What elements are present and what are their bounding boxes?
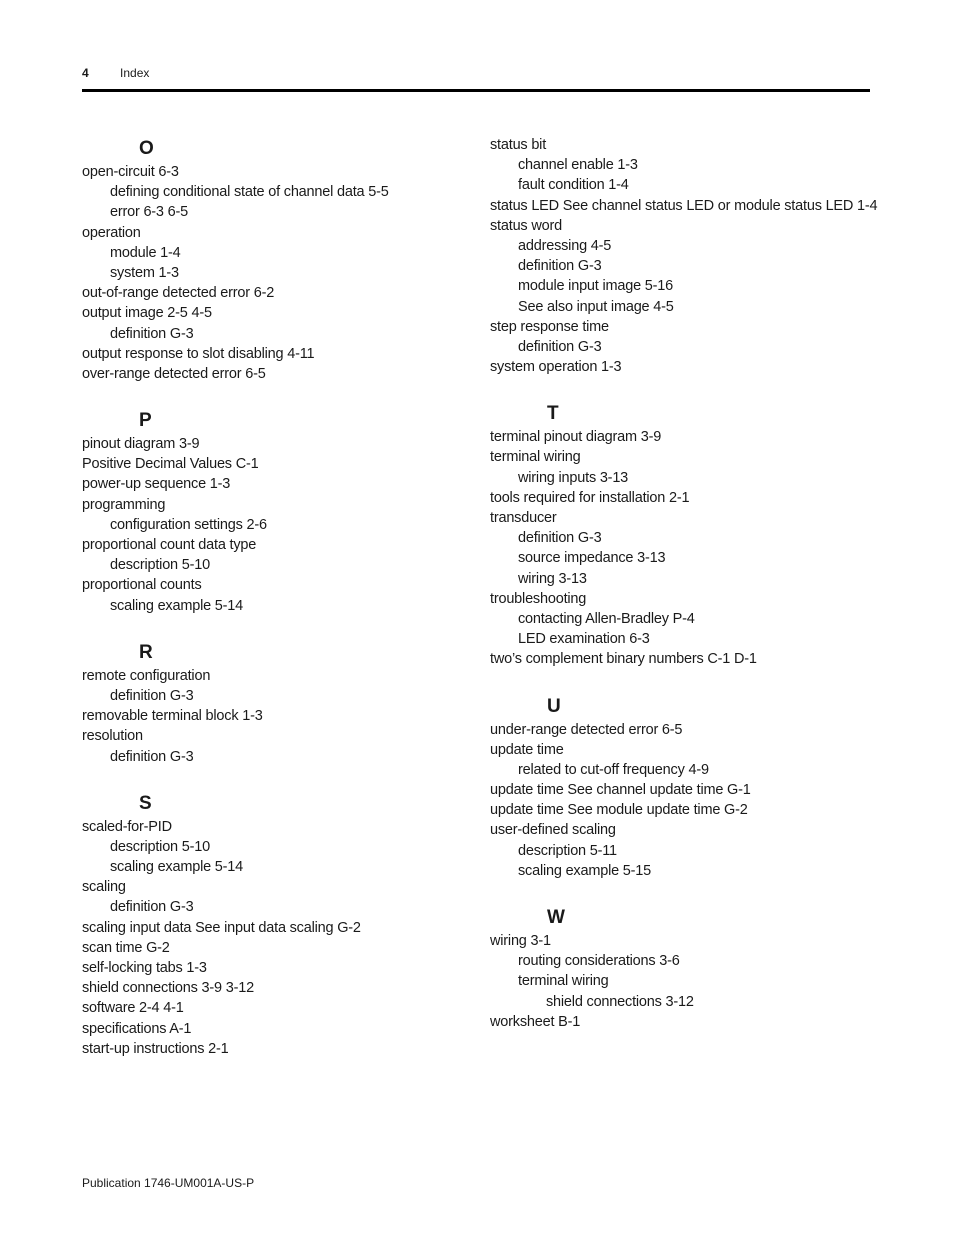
index-subentry: configuration settings 2-6	[110, 516, 267, 533]
index-entry: status bit	[490, 137, 547, 153]
index-subentry: wiring 3-13	[518, 570, 587, 587]
index-entry: update time See module update time G-2	[490, 802, 748, 819]
header-rule	[82, 89, 870, 92]
index-entry: software 2-4 4-1	[82, 1000, 184, 1017]
index-subentry: module 1-4	[110, 244, 181, 261]
index-subentry: module input image 5-16	[518, 278, 673, 295]
index-subentry: system 1-3	[110, 264, 179, 281]
index-section	[82, 639, 472, 767]
index-subentry: error 6-3 6-5	[110, 204, 188, 221]
index-subentry: fault condition 1-4	[518, 177, 629, 194]
index-subentry: scaling example 5-14	[110, 597, 244, 614]
section-letter: T	[547, 403, 559, 425]
index-subentry: source impedance 3-13	[518, 550, 666, 567]
index-section	[490, 400, 880, 669]
index-subentry: LED examination 6-3	[518, 631, 650, 648]
index-left-column	[82, 135, 472, 1082]
section-letter: U	[547, 695, 561, 717]
section-letter: S	[139, 792, 152, 814]
index-subentry: routing considerations 3-6	[518, 953, 680, 970]
index-entry: open-circuit 6-3	[82, 164, 179, 180]
index-entry: scaling input data See input data scaling G-2	[82, 919, 361, 936]
index-subentry: contacting Allen-Bradley P-4	[518, 610, 695, 627]
index-entry: update time See channel update time G-1	[490, 782, 751, 799]
index-entry: worksheet B-1	[490, 1013, 581, 1030]
index-entry: remote configuration	[82, 667, 211, 684]
index-entry: terminal wiring	[490, 449, 581, 466]
index-entry: two’s complement binary numbers C-1 D-1	[490, 651, 757, 668]
section-letter: W	[547, 907, 565, 928]
index-entry: troubleshooting	[490, 590, 587, 607]
index-subentry: description 5-10	[110, 557, 210, 574]
index-subentry: definition G-3	[518, 338, 602, 355]
index-entry: output image 2-5 4-5	[82, 305, 212, 322]
index-subentry: wiring inputs 3-13	[518, 469, 629, 486]
index-subentry: related to cut-off frequency 4-9	[518, 761, 709, 778]
index-entry: pinout diagram 3-9	[82, 436, 200, 453]
index-subentry: description 5-10	[110, 838, 210, 855]
section-letter: O	[139, 138, 154, 159]
index-entry: tools required for installation 2-1	[490, 489, 690, 506]
index-entry: step response time	[490, 318, 609, 335]
index-entry: resolution	[82, 728, 143, 745]
index-subentry: See also input image 4-5	[518, 298, 674, 315]
index-subentry: addressing 4-5	[518, 237, 612, 254]
index-section	[490, 904, 880, 1032]
index-subentry: definition G-3	[110, 325, 194, 342]
index-entry: wiring 3-1	[490, 933, 551, 949]
index-entry: scan time G-2	[82, 939, 170, 956]
index-subentry: scaling example 5-14	[110, 859, 244, 876]
index-entry: shield connections 3-9 3-12	[82, 980, 254, 997]
index-entry: out-of-range detected error 6-2	[82, 285, 275, 302]
index-entry: update time	[490, 741, 564, 758]
index-entry: proportional counts	[82, 577, 202, 594]
index-entry: transducer	[490, 510, 557, 526]
index-subentry: definition G-3	[518, 530, 602, 547]
index-entry: system operation 1-3	[490, 359, 622, 376]
page-number: 4	[82, 66, 89, 80]
index-subentry: terminal wiring	[518, 973, 609, 990]
index-entry: under-range detected error 6-5	[490, 721, 683, 738]
index-subentry: definition G-3	[110, 748, 194, 765]
index-entry: programming	[82, 496, 166, 513]
index-entry: scaling	[82, 879, 126, 896]
index-subentry: definition G-3	[110, 687, 194, 704]
index-subentry: definition G-3	[110, 899, 194, 916]
index-section	[490, 693, 880, 882]
index-section	[82, 407, 472, 616]
index-entry: output response to slot disabling 4-11	[82, 345, 315, 362]
index-entry: terminal pinout diagram 3-9	[490, 429, 662, 446]
index-section	[82, 135, 472, 384]
section-letter: R	[139, 641, 153, 663]
index-subentry: description 5-11	[518, 842, 617, 859]
index-subentry: channel enable 1-3	[518, 157, 638, 174]
page-footer: Publication 1746-UM001A-US-P	[82, 1176, 255, 1190]
index-entry: specifications A-1	[82, 1020, 192, 1037]
index-entry: power-up sequence 1-3	[82, 476, 231, 493]
index-subentry: defining conditional state of channel data 5-5	[110, 184, 389, 201]
index-entry: Positive Decimal Values C-1	[82, 456, 259, 473]
index-entry: user-defined scaling	[490, 822, 616, 839]
index-entry: status LED See channel status LED or module status LED 1-4	[490, 197, 878, 214]
index-subentry: scaling example 5-15	[518, 862, 652, 879]
index-entry: start-up instructions 2-1	[82, 1040, 229, 1057]
index-entry: self-locking tabs 1-3	[82, 960, 207, 976]
index-entry: removable terminal block 1-3	[82, 708, 263, 725]
page-header-title: Index	[120, 66, 150, 80]
index-subentry: definition G-3	[518, 258, 602, 275]
index-section	[82, 790, 472, 1059]
index-subentry: shield connections 3-12	[546, 993, 694, 1010]
index-entry: operation	[82, 224, 141, 241]
section-letter: P	[139, 410, 152, 432]
page-header	[82, 66, 149, 80]
index-entry: scaled-for-PID	[82, 818, 172, 835]
index-right-column	[490, 135, 880, 1055]
index-entry: proportional count data type	[82, 537, 257, 553]
index-section	[490, 135, 880, 377]
index-entry: status word	[490, 217, 562, 234]
index-entry: over-range detected error 6-5	[82, 365, 266, 382]
